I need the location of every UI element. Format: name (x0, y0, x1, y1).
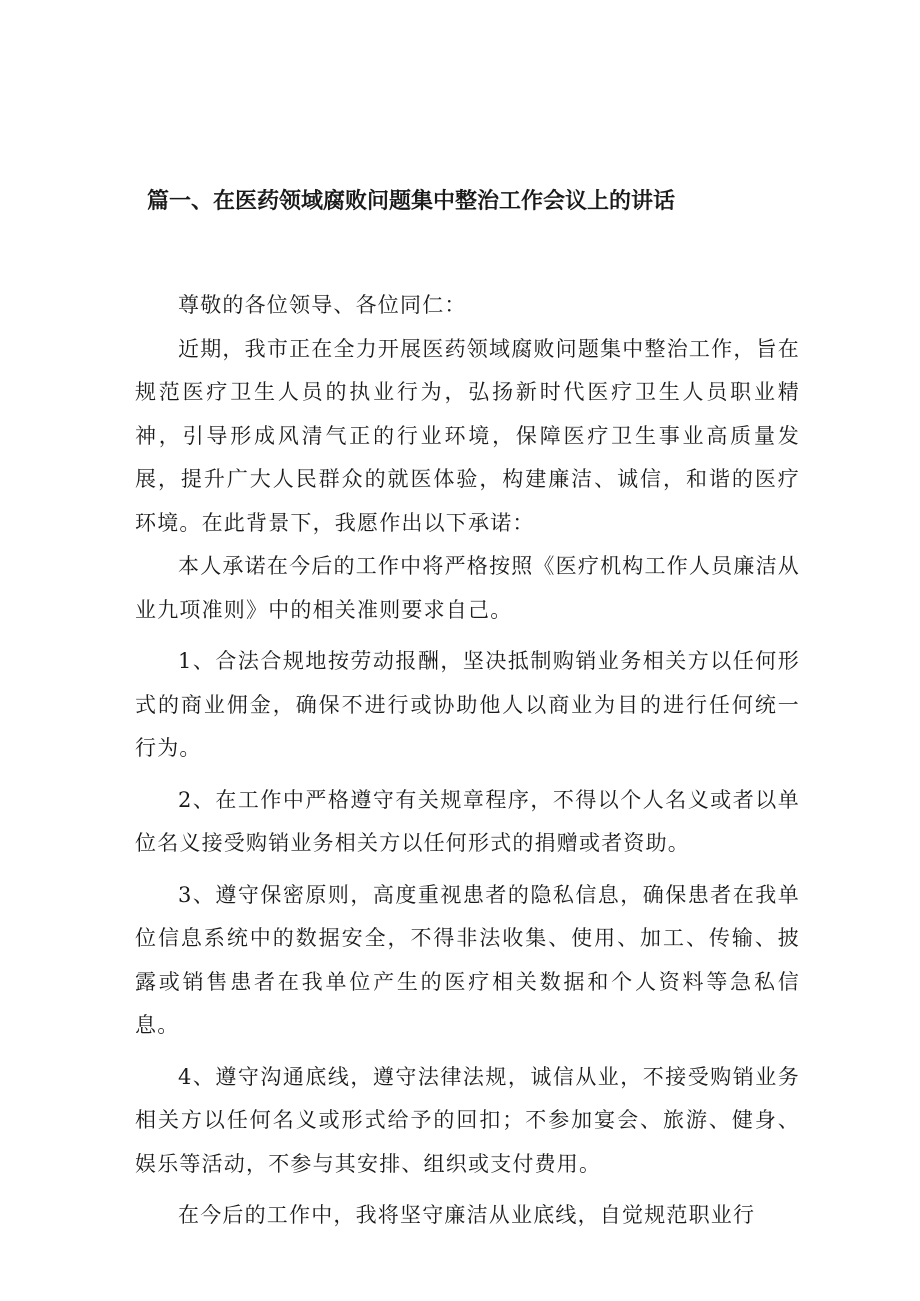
salutation: 尊敬的各位领导、各位同仁： (178, 293, 467, 317)
paragraph-commitment: 本人承诺在今后的工作中将严格按照《医疗机构工作人员廉洁从业九项准则》中的相关准则要求自己。 (135, 554, 800, 622)
paragraph-intro: 近期，我市正在全力开展医药领域腐败问题集中整治工作，旨在规范医疗卫生人员的执业行为，弘扬新时代医疗卫生人员职业精神，引导形成风清气正的行业环境，保障医疗卫生事业高质量发展，提升广大人民群众的就医体验，构建廉洁、诚信，和谐的医疗环境。在此背景下，我愿作出以下承诺： (135, 336, 800, 535)
document-body (135, 284, 800, 1238)
paragraph-item-2: 2、在工作中严格遵守有关规章程序，不得以个人名义或者以单位名义接受购销业务相关方以任何形式的捐赠或者资助。 (135, 787, 800, 855)
paragraph-item-3: 3、遵守保密原则，高度重视患者的隐私信息，确保患者在我单位信息系统中的数据安全，不得非法收集、使用、加工、传输、披露或销售患者在我单位产生的医疗相关数据和个人资料等急私信息。 (135, 882, 800, 1037)
paragraph-item-4: 4、遵守沟通底线，遵守法律法规，诚信从业，不接受购销业务相关方以任何名义或形式给予的回扣；不参加宴会、旅游、健身、娱乐等活动，不参与其安排、组织或支付费用。 (135, 1064, 800, 1176)
paragraph-item-1: 1、合法合规地按劳动报酬，坚决抵制购销业务相关方以任何形式的商业佣金，确保不进行或协助他人以商业为目的进行任何统一行为。 (135, 649, 800, 760)
paragraph-closing: 在今后的工作中，我将坚守廉洁从业底线，自觉规范职业行 (178, 1203, 756, 1227)
document-title: 篇一、在医药领域腐败问题集中整治工作会议上的讲话 (147, 189, 676, 214)
